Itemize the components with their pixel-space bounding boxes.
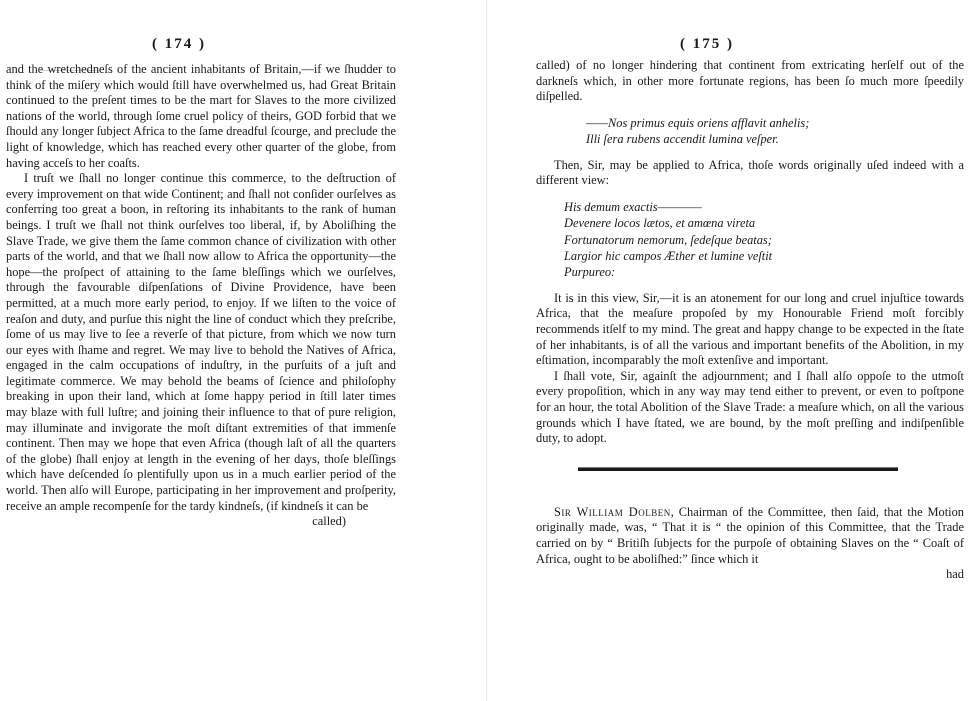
verse-line: Fortunatorum nemorum, ſedeſque beatas; — [564, 232, 772, 247]
right-page-text — [536, 58, 964, 583]
verse-line: His demum exactis———— — [564, 199, 702, 214]
left-page-text — [6, 62, 396, 530]
right-opening-paragraph: called) of no longer hindering that continent from extricating herſelf out of the darkneſs which, in other more fortunate regions, has been ſo much more ſpeedily diſpelled. — [536, 58, 964, 104]
right-paragraph-5 — [536, 505, 964, 567]
latin-verse-2 — [564, 199, 964, 281]
right-page — [490, 0, 980, 701]
verse-line: Illi ſera rubens accendit lumina veſper. — [586, 132, 779, 147]
speaker-name: Sir William Dolben — [554, 504, 671, 519]
speaker-text: , Chairman of the Committee, then ſaid, that the Motion originally made, was, “ That it is “ the opinion of this Committee, that the Trade carried on by “ Britiſh ſubjects for the purpoſe of obtaining Slaves on the “ Coaſt of Africa, ought to be aboliſhed:” ſince which it — [536, 504, 965, 566]
left-paragraph-1: and the wretchedneſs of the ancient inhabitants of Britain,—if we ſhudder to think of the miſery which would ſtill have overwhelmed us, had Great Britain continued to the preſent times to be the mart for Slaves to the more civilized nations of the world, through ſome cruel policy of theirs, GOD forbid that we ſhould any longer ſubject Africa to the ſame dreadful ſcourge, and preclude the light of knowledge, which has reached every other quarter of the globe, from having acceſs to her coaſts. — [6, 62, 396, 170]
spacer — [536, 471, 964, 505]
verse-line: Largior hic campos Æther et lumine veſtit — [564, 249, 773, 263]
verse-line: Purpureo: — [564, 265, 616, 280]
left-paragraph-2: I truſt we ſhall no longer continue this commerce, to the deſtruction of every improvement on that wide Continent; and ſhall not conſider ourſelves as conferring too great a boon, in reſtoring its inhabitants to the rank of human beings. I truſt we ſhall not think ourſelves too liberal, if, by Aboliſhing the Slave Trade, we give them the ſame common chance of civilization with other parts of the world, and that we ſhall now allow to Africa the opportunity—the hope—the proſpect of attaining to the ſame bleſſings which we ourſelves, through the favourable diſpenſations of Divine Providence, have been permitted, at a much more early period, to enjoy. If we liſten to the voice of reaſon and duty, and purſue this night the line of conduct which they preſcribe, ſome of us may live to ſee a reverſe of that picture, from which we now turn our eyes with ſhame and regret. We may live to behold the Natives of Africa, engaged in the calm occupations of induſtry, in the purſuits of a juſt and legitimate commerce. We may behold the beams of ſcience and philoſophy breaking in upon their land, which at ſome happy period in ſtill later times may blaze with full luſtre; and joining their influence to that of pure religion, may illuminate and invigorate the moſt diſtant extremities of that immenſe continent. Then may we hope that even Africa (though laſt of all the quarters of the globe) ſhall enjoy at length in the evening of her days, thoſe bleſſings which have deſcended ſo plentifully upon us in a much earlier period of the world. Then alſo will Europe, participating in her improvement and proſperity, receive an ample recompenſe for the tardy kindneſs, (if kindneſs it can be — [6, 171, 396, 513]
verse-line: Devenere locos lætos, et amœna vireta — [564, 216, 756, 231]
left-last-word: called) — [312, 514, 346, 529]
right-paragraph-3: It is in this view, Sir,—it is an atonement for our long and cruel injuſtice towards Africa, that the meaſure propoſed by my Honourable Friend moſt forcibly recommends itſelf to my mind. The great and happy change to be expected in the ſtate of her inhabitants, is of all the various and important benefits of the Abolition, in my eſtimation, incomparably the moſt extenſive and important. — [536, 290, 964, 368]
right-paragraph-2: Then, Sir, may be applied to Africa, thoſe words originally uſed indeed with a different view: — [536, 157, 964, 188]
catchword: had — [946, 567, 964, 582]
right-paragraph-4: I ſhall vote, Sir, againſt the adjournment; and I ſhall alſo oppoſe to the utmoſt every propoſition, which in any way may tend either to prevent, or even to poſtpone for an hour, the total Abolition of the Slave Trade: a meaſure which, on all the various grounds which I have ſtated, we are bound, by the moſt preſſing and indiſpenſible duty, to adopt. — [536, 368, 964, 446]
page-number-left: ( 174 ) — [152, 36, 206, 52]
latin-verse-1 — [586, 115, 964, 148]
verse-line: ——Nos primus equis oriens afflavit anhelis; — [586, 115, 810, 130]
page-number-right: ( 175 ) — [680, 36, 734, 52]
